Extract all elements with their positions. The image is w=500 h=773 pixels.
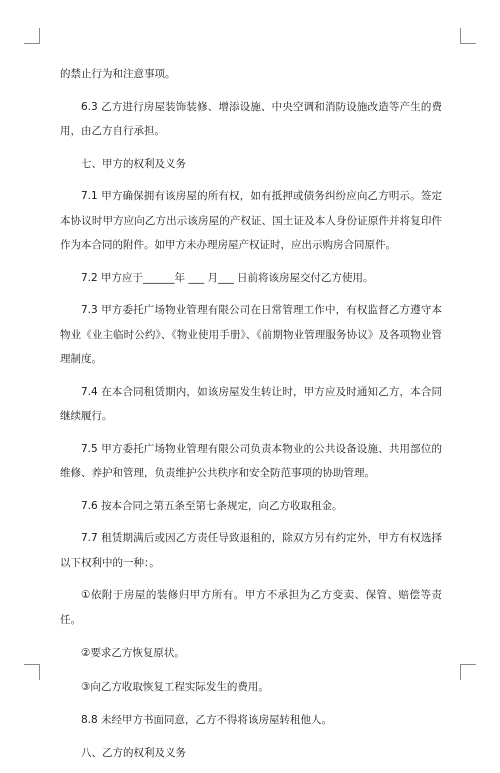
document-body xyxy=(60,62,442,773)
clause-8-8: 8.8 未经甲方书面同意，乙方不得将该房屋转租他人。 xyxy=(81,714,333,726)
clause-7-5: 7.5 甲方委托广场物业管理有限公司负责本物业的公共设备设施、共用部位的维修、养护和管理，负责维护公共秩序和安全防范事项的协助管理。 xyxy=(60,442,442,479)
clause-7-3: 7.3 甲方委托广场物业管理有限公司在日常管理工作中，有权监督乙方遵守本物业《业主临时公约》、《物业使用手册》、《前期物业管理服务协议》及各项物业管理制度。 xyxy=(60,304,442,365)
paragraph-continuation: 的禁止行为和注意事项。 xyxy=(60,68,176,80)
clause-7-7-option-1: ①依附于房屋的装修归甲方所有。甲方不承担为乙方变卖、保管、赔偿等责任。 xyxy=(60,589,442,626)
section-heading-8: 八、乙方的权利及义务 xyxy=(81,746,186,759)
clause-7-7: 7.7 租赁期满后或因乙方责任导致退租的，除双方另有约定外，甲方有权选择以下权利中的一种：。 xyxy=(60,532,442,569)
section-heading-7: 七、甲方的权利及义务 xyxy=(81,157,186,170)
clause-7-1: 7.1 甲方确保拥有该房屋的所有权，如有抵押或债务纠纷应向乙方明示。签定本协议时甲方应向乙方出示该房屋的产权证、国土证及本人身份证原件并将复印件作为本合同的附件。如甲方未办理房屋产权证时，应出示购房合同原件。 xyxy=(60,190,442,251)
clause-7-7-option-2: ②要求乙方恢复原状。 xyxy=(81,647,185,659)
clause-7-6: 7.6 按本合同之第五条至第七条规定，向乙方收取租金。 xyxy=(81,499,343,512)
clause-7-2: 7.2 甲方应于______年 ___ 月___ 日前将该房屋交付乙方使用。 xyxy=(81,271,374,284)
clause-6-3: 6.3 乙方进行房屋装饰装修、增添设施、中央空调和消防设施改造等产生的费用，由乙方自行承担。 xyxy=(60,100,442,137)
clause-7-7-option-3: ③向乙方收取恢复工程实际发生的费用。 xyxy=(81,680,269,693)
clause-7-4: 7.4 在本合同租赁期内，如该房屋发生转让时，甲方应及时通知乙方，本合同继续履行。 xyxy=(60,385,442,422)
